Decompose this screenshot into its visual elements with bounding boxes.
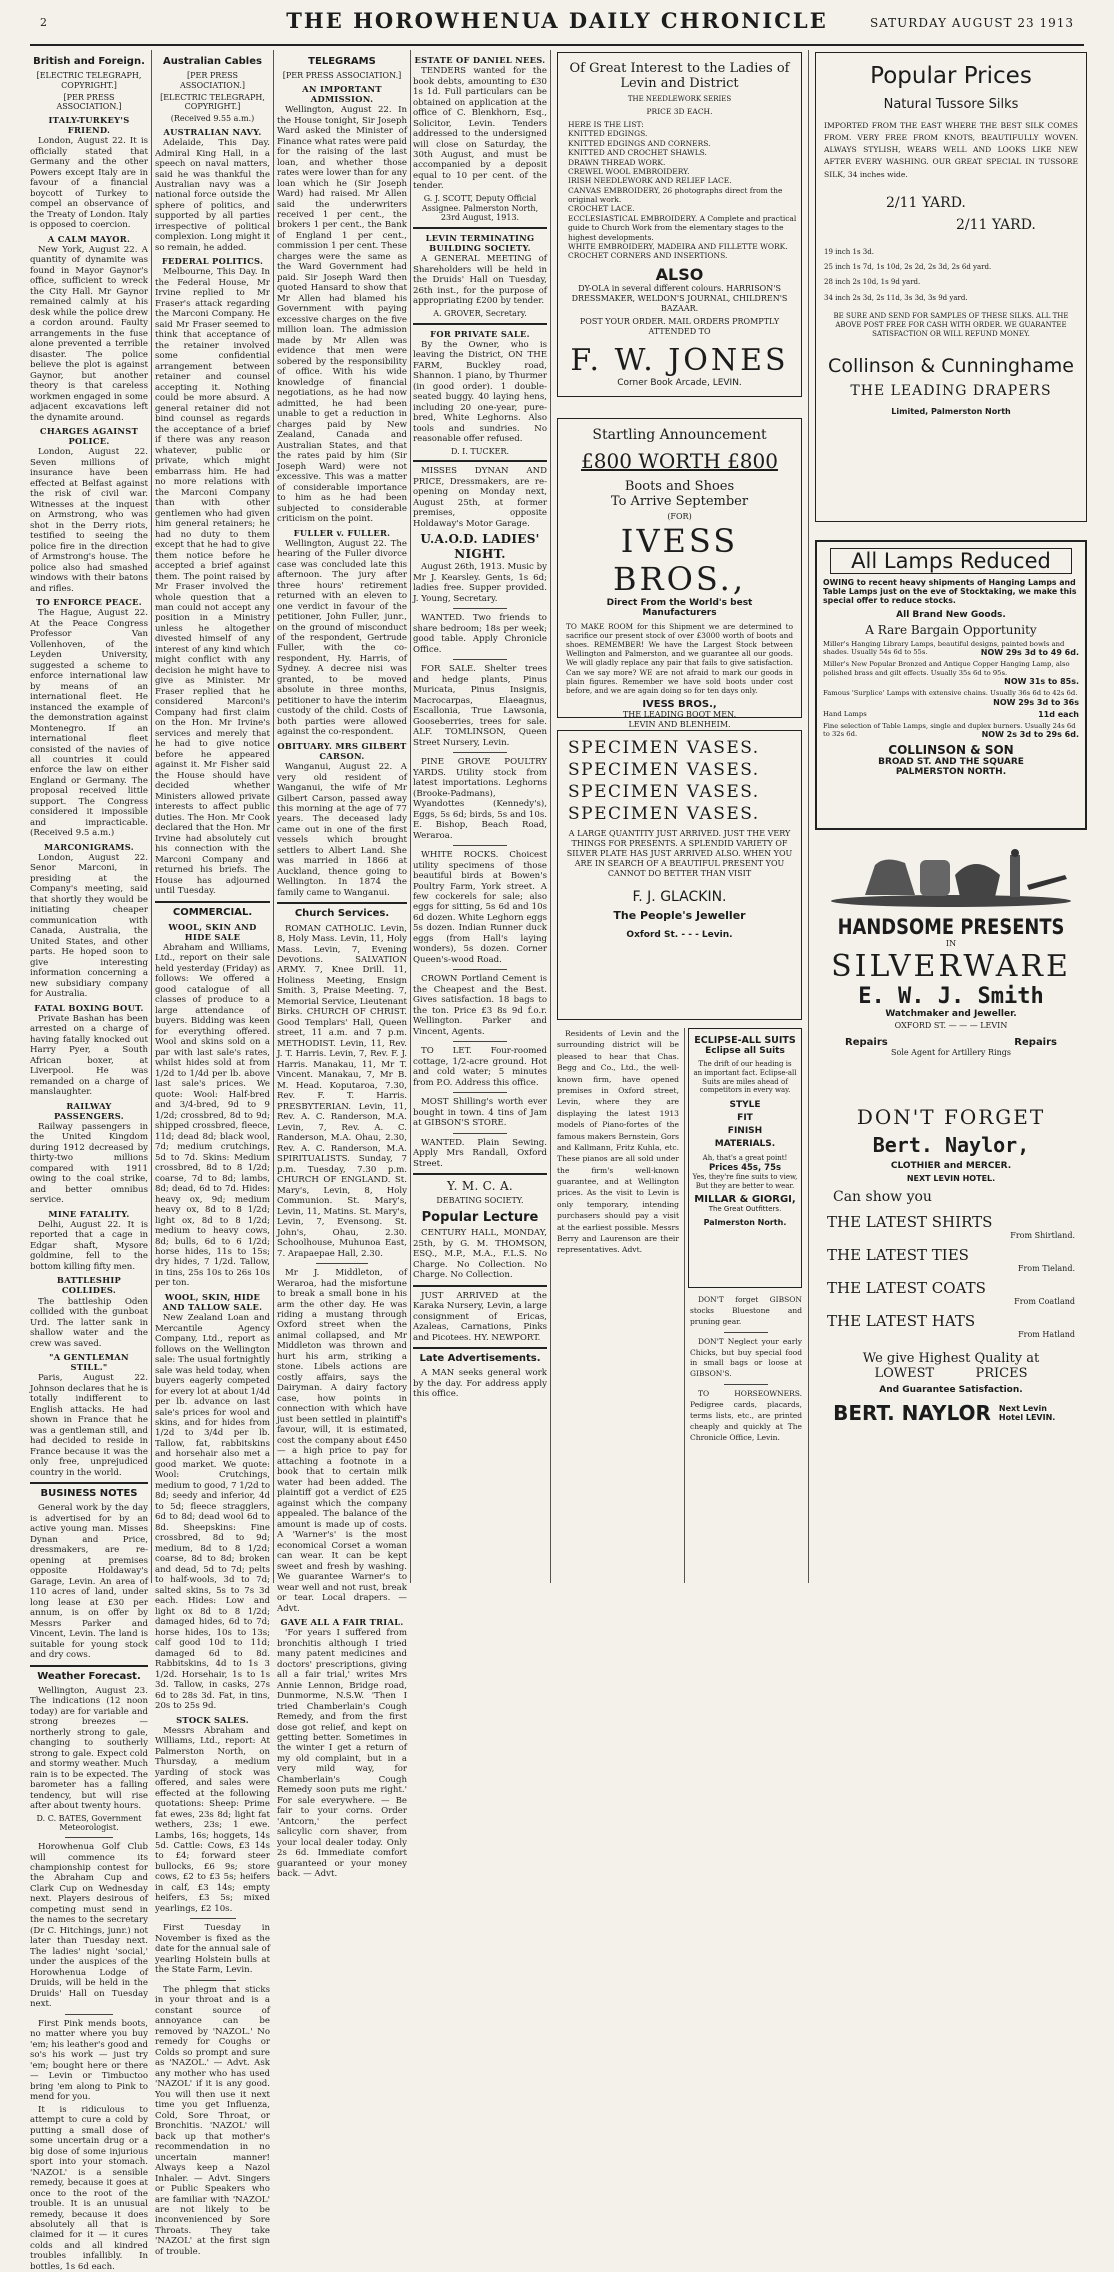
list-item: KNITTED EDGINGS AND CORNERS. [568,138,711,148]
column-rule [151,50,152,1583]
latest-from: From Hatland [1018,1330,1075,1339]
divider [65,2014,112,2015]
feature: FINISH [727,1126,763,1137]
lamp-desc: Hand Lamps [823,709,867,718]
list-item: ECCLESIASTICAL EMBROIDERY. A Complete and practical guide to Church Work from the elementary stages to the highest developments. [568,213,797,242]
lamp-list [817,640,1085,740]
lamp-price: NOW 2s 3d to 29s 6d. [981,730,1079,740]
story-body: Wellington, August 22. The hearing of the Fuller divorce case was concluded late this afternoon. The jury after three hours' retirement returned with an eleven to one verdict in favour of the petitioner, John Fuller, junr., on the ground of misconduct of the respondent, Gertrude Fuller, with the co-respondent, Hy. Harris, of Sydney. A decree nisi was granted, to be moved absolute in three months, petitioner to have the interim custody of the child. Costs of both parties were allowed against the co-respondent. [277,538,407,738]
vases-lines [558,731,801,825]
advertiser-town: PALMERSTON NORTH. [895,767,1007,778]
ad-boots: Boots and Shoes [624,479,735,494]
repairs-row [815,1037,1087,1048]
repairs-left: Repairs [845,1037,888,1048]
story-body: It is ridiculous to attempt to cure a cold by putting a small dose of some uncertain drug or a big dose of some injurious sport into your stomach. 'NAZOL' is a sensible remedy, because it goes at once to the root of the trouble. It is an unusual remedy, because it does absolutely all that is claimed for it — it cures colds and all kindred troubles infallibly. In bottles, 1s 6d each. [30,2104,148,2272]
column-british-foreign [30,52,148,2272]
latest-from: From Tieland. [1017,1264,1075,1273]
divider [453,1133,507,1134]
latest-from: From Coatland [1014,1297,1075,1306]
advertiser-address: Corner Book Arcade, LEVIN. [617,377,742,388]
ad-bargain: A Rare Bargain Opportunity [865,623,1037,637]
story-body: Messrs Abraham and Williams, Ltd., report: At Palmerston North, on Thursday, a medium yarding of stock was offered, and sales were effected at the following quotations: Sheep: Prime fat ewes, 23s 8d; light fat wethers, 23s; 1 ewe. Lambs, 16s; hoggets, 14s 5d. Cattle: Cows, £3 14s to £4; forward steer bullocks, £6 9s; store cows, £2 to £3 5s; heifers in calf, £3 14s; empty heifers, £3 5s; mixed yearlings, £2 10s. [155,1725,270,1914]
ad-headline: All Lamps Reduced [830,548,1071,574]
ad-brand: All Brand New Goods. [896,610,1006,620]
story-head: BATTLESHIP COLLIDES. [56,1275,122,1296]
column-small-notices [690,1295,802,1580]
list-item: CREWEL WOOL EMBROIDERY. [568,166,690,176]
divider [413,1285,547,1287]
ad-headline: HANDSOME PRESENTS [837,915,1065,939]
size-list [816,233,1086,307]
ad-quality-2: LOWEST PRICES [874,1366,1028,1381]
notice-body: TO LET. Four-roomed cottage, 1/2-acre ground. Hot and cold water; 5 minutes from P.O. Address this office. [413,1046,547,1088]
teapot-icon [865,859,915,895]
feature: FIT [737,1113,753,1124]
divider [277,902,407,904]
story-head: OBITUARY. MRS GILBERT CARSON. [277,740,407,761]
story-body: The Hague, August 22. At the Peace Congress Professor Van Vollenhoven, of the Leyden University, suggested a scheme to enforce international law by means of an international fleet. He instanced the example of the demonstration against Montenegro. If an international fleet consisted of the navies of all countries it could enforce the law on either England or Germany. The proposal received little support. The Congress considered it impossible and impracticable. (Received 9.5 a.m.) [30,608,148,839]
issue-date: SATURDAY AUGUST 23 1913 [869,16,1074,30]
section-heading: British and Foreign. [33,56,145,67]
ad-body: A LARGE QUANTITY JUST ARRIVED. JUST THE VERY THINGS FOR PRESENTS. A SPLENDID VARIETY OF SILVER PLATE HAS JUST ARRIVED ALSO. WHEN YOU ARE IN SEARCH OF A BEAUTIFUL PRESENT YOU CANNOT DO BETTER THAN VISIT [566,829,793,879]
story-body: Horowhenua Golf Club will commence its championship contest for the Abraham Cup and Clark Cup on Wednesday next. Players desirous of competing must send in the names to the secretary (Dr C. Hitchings, junr.) not later than Tuesday next. The ladies' night 'social,' under the auspices of the Horowhenua Lodge of Druids, will be held in the Druids' Hall on Tuesday next. [30,1842,148,2010]
column-rule [273,50,274,1583]
vases-line: SPECIMEN VASES. [568,804,760,825]
ad-headline-2: Eclipse all Suits [705,1046,785,1056]
advertiser-name: F. W. JONES [570,342,789,378]
advertiser-address: Next Levin Hotel LEVIN. [998,1404,1056,1422]
story-head: FATAL BOXING BOUT. [34,1002,144,1013]
ad-headline-2: SILVERWARE [831,949,1071,984]
story-body: Adelaide, This Day. Admiral King Hall, in a speech on naval matters, said he was thankful the Australian navy was a national force outside the sphere of politics, and supported by all parties irrespective of political complexion. Long might it so remain, he added. [155,138,270,253]
advertiser-name: IVESS BROS., [613,522,746,598]
notice-body: A GENERAL MEETING of Shareholders will be held in the Druids' Hall on Tuesday, 26th inst., for the purpose of appropriating £200 by tender. [413,254,547,307]
story-body: The battleship Oden collided with the gunboat Urd. The latter sank in shallow water and the crew was saved. [30,1296,148,1349]
notice-head: LEVIN TERMINATING BUILDING SOCIETY. [425,233,535,254]
ad-prices: Prices 45s, 75s [708,1162,782,1173]
ad-owing: OWING to recent heavy shipments of Hanging Lamps and Table Lamps just on the eve of Stocktaking, we make this special offer to reduce stocks. [823,578,1077,605]
notice-body: PINE GROVE POULTRY YARDS. Utility stock from latest importations. Leghorns (Brooke-Padmans), Wyandottes (Kennedy's), Eggs, 5s 6d; birds, 5s and 10s. E. Bishop, Beach Road, Weraroa. [413,757,547,841]
section-heading: Late Advertisements. [419,1353,541,1365]
story-body: First Pink mends boots, no matter where you buy 'em; his leather's good and so's his work — just try 'em; bought here or there — Levin or Timbuctoo bring 'em along to Pink to mend for you. [30,2018,148,2103]
story-head: TO ENFORCE PEACE. [36,597,142,608]
ad-ewj-smith [815,845,1087,1095]
credit-line: [PER PRESS ASSOCIATION.] [282,71,402,81]
ad-headline: DON'T FORGET [856,1105,1046,1129]
lamp-item [823,640,1079,657]
story-head: MINE FATALITY. [48,1208,130,1219]
ad-in: IN [945,939,957,948]
notice-head: Popular Lecture [421,1209,539,1225]
lamp-desc: Fine selection of Table Lamps, single and duplex burners. Usually 24s 6d to 32s 6d. [823,721,1076,739]
latest-item: THE LATEST TIES [827,1246,969,1264]
column-australian-cables [155,52,270,2257]
credit-line: [PER PRESS ASSOCIATION.] [56,92,122,112]
ad-worth: £800 WORTH £800 [581,449,778,473]
notice-head: Y. M. C. A. [446,1179,514,1194]
credit-line: [PER PRESS ASSOCIATION.] [180,71,245,90]
price-1: 2/11 YARD. [886,194,966,211]
story-body: Wellington, August 22. In the House tonight, Sir Joseph Ward asked the Minister of Finance what rates were paid for the raising of the last loan, and whether those rates were lower than for any loan which he (Sir Joseph Ward) had raised. Mr Allen said the underwriters received 1 per cent., the brokers 1 per cent., the Bank of England 1 per cent., commission 1 per cent. These charges were the same as the Ward Government had paid. Sir Joseph Ward then quoted Hansard to show that Mr Allen had blamed his Government with paying excessive charges on the five million loan. The admission made by Mr Allen was evidence that men were sobered by the responsibility of office. With his wide knowledge of financial negotiations, as he had now admitted, he had been unable to get a reduction in charges paid by New Zealand, Canada and Australian States, and that the rates paid by him (Sir Joseph Ward) were not excessive. This was a matter of considerable importance to him as he had been subjected to considerable criticism on the point. [277,105,407,525]
lamp-price: 11d each [1038,709,1079,719]
vases-line: SPECIMEN VASES. [568,760,760,781]
story-body: Paris, August 22. Johnson declares that he is totally indifferent to English attacks. He had shown in France that he was a gentleman still, and had decided to reside in France because it was the only free, unprejudiced country in the world. [30,1373,148,1478]
credit-line: [ELECTRIC TELEGRAPH, COPYRIGHT.] [160,92,265,112]
notice-body: MOST Shilling's worth ever bought in town. 4 tins of Jam at GIBSON'S STORE. [413,1097,547,1129]
lamp-price: NOW 31s to 85s. [1004,677,1079,687]
list-item: KNITTED AND CROCHET SHAWLS. [568,148,707,158]
signature: D. C. BATES, Government Meteorologist. [36,1813,142,1833]
ad-near: NEXT LEVIN HOTEL. [906,1174,996,1183]
notice-body: JUST ARRIVED at the Karaka Nursery, Levin, a large consignment of Ericas, Azaleas, Carnations, Pinks and Picotees. HY. NEWPORT. [413,1290,547,1343]
section-heading: Church Services. [294,908,390,920]
divider [155,901,270,903]
list-item: HERE IS THE LIST: [568,120,644,129]
advertiser-name-2: BERT. NAYLOR [833,1401,991,1425]
needlework-list [558,120,801,261]
ad-quality: We give Highest Quality at [862,1351,1040,1366]
notice-body: DON'T Neglect your early Chicks, but buy special food in small bags or loose at GIBSON'S. [690,1336,802,1379]
advertiser-town: Palmerston North. [703,1218,787,1228]
ad-sub: The People's Jeweller [613,909,746,923]
size-line: 34 inch 2s 3d, 2s 11d, 3s 3d, 3s 9d yard. [824,293,968,302]
lamp-price: NOW 29s 3d to 49 6d. [980,648,1079,658]
story-head: WOOL, SKIN AND HIDE SALE [168,921,257,942]
notice-body: WANTED. Two friends to share bedroom; 18s per week; good table. Apply Chronicle Office. [413,613,547,655]
ad-show: Can show you [833,1189,932,1205]
ad-fw-jones [557,52,802,397]
ad-body: The drift of our heading is an important fact. Eclipse-all Suits are miles ahead of competitors in every way. [693,1060,797,1095]
lamp-item [823,722,1079,739]
ad-trade: Watchmaker and Jeweller. [885,1009,1017,1019]
notice-body: FOR SALE. Shelter trees and hedge plants, Pinus Muricata, Pinus Insignis, Macrocarpas, Elaeagnus, Escallonia, True Lawsonia, Gooseberries, trees for sale. ALF. TOMLINSON, Queen Street Nursery, Levin. [413,664,547,748]
column-rule [410,50,411,1583]
section-heading: Weather Forecast. [37,1670,141,1682]
ad-collinson-son [815,540,1087,830]
ad-great: Ah, that's a great point! [702,1154,788,1163]
lamp-desc: Miller's Hanging Library Lamps, beautiful designs, painted bowls and shades. Usually 54s 6d to 55s. [823,640,1065,657]
advertiser-name: MILLAR & GIORGI, [694,1194,796,1206]
ad-agent: Sole Agent for Artillery Rings [891,1048,1011,1057]
story-body: Wanganui, August 22. A very old resident of Wanganui, the wife of Mr Gilbert Carson, passed away this morning at the age of 77 years. The deceased lady came out in one of the first vessels which brought settlers to Albert Land. She was married in 1866 at Auckland, thence going to Wellington. In 1874 the family came to Wanganui. [277,762,407,898]
story-body: 'For years I suffered from bronchitis although I tried many patent medicines and doctors' prescriptions, giving all a fair trial,' writes Mrs Annie Lennon, Bridge road, Dunmorme, N.S.W. 'Then I tried Chamberlain's Cough Remedy, and from the first dose got relief, and kept on getting better. Sometimes in the winter I get a return of my old complaint, but in a very mild way, for Chamberlain's Cough Remedy soon puts me right.' For sale everywhere. — Be fair to your corns. Order 'Antcorn,' the perfect salicylic corn shaver, from your local dealer today. Only 2s 6d. Immediate comfort guaranteed or your money back. — Advt. [277,1628,407,1880]
list-item: WHITE EMBROIDERY, MADEIRA AND FILLETTE WORK. [568,241,788,251]
ad-glackin [557,730,802,1020]
notice-body: A MAN seeks general work by the day. For address apply this office. [413,1368,547,1400]
column-rule [808,50,809,1583]
latest-item: THE LATEST COATS [827,1279,986,1297]
candlestick-icon [1010,855,1020,897]
advertiser-address: BROAD ST. AND THE SQUARE [878,757,1024,768]
ad-body: IMPORTED FROM THE EAST WHERE THE BEST SILK COMES FROM. VERY FREE FROM KNOTS, BEAUTIFULLY WOVEN. ALWAYS STYLISH, WEARS WELL AND LOOKS LIKE NEW AFTER EVERY WASHING. OUR GREAT SPECIAL IN TUSSORE SILK, 34 inches wide. [824,121,1078,179]
size-line: 28 inch 2s 10d, 1s 9d yard. [824,278,921,287]
story-head: A CALM MAYOR. [47,233,131,244]
divider [316,1263,368,1264]
list-item: CROCHET LACE. [568,204,635,214]
ad-headline: Popular Prices [870,63,1032,89]
notice-body: MISSES DYNAN AND PRICE, Dressmakers, are re-opening on Monday next, August 25th, at former premises, opposite Holdaway's Motor Garage. [413,466,547,529]
list-item: CANVAS EMBROIDERY, 26 photographs direct from the original work. [568,185,783,204]
lamp-item [823,710,1079,718]
ad-fine: Yes, they're fine suits to view, But they are better to wear. [692,1172,798,1190]
advertiser-address: Oxford St. - - - Levin. [626,930,733,941]
divider [453,1092,507,1093]
notice-body: WHITE ROCKS. Choicest utility specimens of those beautiful birds at Bowen's Poultry Farm, York street. A few cockerels for sale; also eggs for sitting, 5s 6d and 10s 6d dozen. White Leghorn eggs 5s dozen. Indian Runner duck eggs (from Hall's laying wonders), 5s dozen. Corner Queen's-wood Road. [413,850,547,965]
feature: MATERIALS. [714,1139,776,1150]
bowl-icon [955,864,1000,897]
ad-post: POST YOUR ORDER. MAIL ORDERS PROMPTLY ATTENDED TO [579,316,780,336]
story-head: AUSTRALIAN NAVY. [163,126,262,137]
divider [30,1482,148,1484]
lamp-item [823,689,1079,707]
ad-millar-giorgi [688,1028,802,1288]
ad-headline: ECLIPSE-ALL SUITS [694,1035,796,1046]
price-2: 2/11 YARD. [956,216,1036,233]
divider [190,1980,236,1981]
page-number: 2 [40,16,47,29]
ad-ltd: Limited, Palmerston North [891,406,1011,416]
latest-list [815,1213,1087,1339]
story-body: London, August 22. It is officially stated that Germany and the other Powers except Italy are in favour of a financial boycott of Turkey to compel an observance of the Treaty of London. Italy is opposed to coercion. [30,136,148,231]
story-head: MARCONIGRAMS. [44,841,134,852]
ad-sub: Natural Tussore Silks [883,97,1019,112]
story-head: STOCK SALES. [176,1714,249,1725]
masthead-rule [30,44,1084,46]
story-body: New York, August 22. A quantity of dynamite was found in Mayor Gaynor's office, sufficient to wreck the City Hall. Mr Gaynor remained calmly at his desk while the police drew a cordon around. Faulty arrangements in the fuse alone prevented a terrible disaster. The police believe the plot is against Gaynor, but another theory is that careless workmen engaged in some adjacent excavations left the dynamite around. [30,244,148,423]
column-telegrams [277,52,407,1880]
masthead [0,0,1114,44]
divider [453,845,507,846]
notice-sub: DEBATING SOCIETY. [436,1195,524,1205]
section-heading: TELEGRAMS [308,56,376,67]
divider [413,323,547,325]
column-begg [557,1028,679,1578]
ad-leading: THE LEADING DRAPERS [850,382,1052,399]
naylor-footer [815,1401,1087,1425]
notice-head: U.A.O.D. LADIES' NIGHT. [420,532,540,561]
notice-head: ESTATE OF DANIEL NEES. [414,55,546,65]
story-head: AN IMPORTANT ADMISSION. [302,83,382,105]
story-head: GAVE ALL A FAIR TRIAL. [280,1617,404,1628]
divider [413,1347,547,1349]
notice-body: Residents of Levin and the surrounding district will be pleased to hear that Chas. Begg and Co., Ltd., the well-known firm, have opened premises in Oxford street, Levin, where they are displaying the latest 1913 models of Piano-fortes of the famous makers Bernstein, Gors and Kallmann, Fritz Kuhla, etc. These pianos are all sold under the firm's well-known guarantee, and at Wellington prices. As the visit to Levin is only temporary, intending purchasers should pay a visit at the earliest possible. Messrs Berry and Laurenson are their representatives. Advt. [557,1029,679,1255]
divider [65,1837,112,1838]
story-body: London, August 22. Seven millions of insurance have been effected at Belfast against the risk of civil war. Witnesses at the inquest on Armstrong, who was shot in the Derry riots, testified to seeing the police fire in the direction of Armstrong's house. The police also had smashed windows with their batons and rifles. [30,447,148,594]
ad-price: PRICE 3D EACH. [646,107,713,116]
vases-line: SPECIMEN VASES. [568,782,760,803]
story-head: WOOL, SKIN, HIDE AND TALLOW SALE. [162,1291,263,1313]
advertiser-name: F. J. GLACKIN. [632,889,727,906]
silverware-illustration [815,845,1087,909]
divider [453,752,507,753]
ad-leading: THE LEADING BOOT MEN. [622,709,737,719]
repairs-right: Repairs [1014,1037,1057,1048]
advertiser-address: OXFORD ST. — — — LEVIN [894,1021,1008,1030]
lamp-desc: Famous 'Surplice' Lamps with extensive chains. Usually 36s 6d to 42s 6d. [823,689,1078,698]
ad-headline: Startling Announcement [592,427,767,443]
lamp-price: NOW 29s 3d to 36s [993,697,1079,707]
divider [724,1332,769,1333]
divider [190,1918,236,1919]
size-line: 25 inch 1s 7d, 1s 10d, 2s 2d, 2s 3d, 2s 6d yard. [824,263,992,272]
ad-bert-naylor [815,1105,1087,1580]
vases-line: SPECIMEN VASES. [568,738,760,758]
story-head: CHARGES AGAINST POLICE. [39,426,139,447]
list-item: CROCHET CORNERS AND INSERTIONS. [568,251,728,261]
ad-trade: CLOTHIER and MERCER. [890,1161,1012,1171]
section-heading: Australian Cables [163,56,262,67]
latest-item: THE LATEST HATS [827,1312,976,1330]
divider [413,227,547,229]
ad-arrive: To Arrive September [610,494,749,509]
list-item: IRISH NEEDLEWORK AND RELIEF LACE. [568,176,732,186]
divider [453,608,507,609]
divider [30,1665,148,1667]
story-body: Delhi, August 22. It is reported that a cage in Edgar shaft, Mysore goldmine, fell to the bottom killing fifty men. [30,1219,148,1272]
lamp-desc: Miller's New Popular Bronzed and Antique Copper Hanging Lamp, also polished brass and gilt effects. Usually 35s 6d to 95s. [823,660,1070,677]
notice-body: DON'T forget GIBSON stocks Bluestone and pruning gear. [690,1295,802,1326]
story-body: Mr J. Middleton, of Weraroa, had the misfortune to break a small bone in his arm the other day. He was riding a mustang through Oxford street when the animal collapsed, and Mr Middleton was thrown and hurt his arm, striking a stone. Libels actions are costly affairs, says the Dairyman. A dairy factory case, how points in connection with which have just been settled in plaintiff's favour, will, it is estimated, cost the company about £450 — a high price to pay for attaching a footnote in a book that to certain milk water had been added. The plaintiff got a verdict of £25 against which the company appealed. The balance of the amount is made up of costs. A 'Warner's' is the most economical Corset a woman can wear. It can be kept sweet and fresh by washing. We guarantee Warner's to wear well and not rust, break or tear. Local drapers. — Advt. [277,1268,407,1614]
list-item: DRAWN THREAD WORK. [568,157,666,167]
credit-line: [ELECTRIC TELEGRAPH, COPYRIGHT.] [36,71,142,90]
column-classifieds [413,52,547,1582]
latest-from: From Shirtland. [1010,1231,1075,1240]
size-line: 19 inch 1s 3d. [824,247,874,256]
ad-collinson-cunninghame [815,52,1087,522]
story-body: Wellington, August 23. The indications (12 noon today) are for variable and strong breezes — northerly strong to gale, changing to southerly strong to gale. Expect cold and stormy weather. Much rain is to be expected. The barometer has a falling tendency, but will rise after about twenty hours. [30,1685,148,1812]
divider [453,659,507,660]
ad-also: ALSO [655,264,704,284]
notice-head: FOR PRIVATE SALE. [430,328,530,339]
lamp-item [823,660,1079,687]
column-rule [684,1028,685,1583]
story-body: Abraham and Williams, Ltd., report on their sale held yesterday (Friday) as follows: We offered a good catalogue of all classes of produce to a large attendance of buyers. Bidding was keen for everything offered. Wool and skins sold on a par with last sale's rates, whilst hides sold at from 1/2d to 1/4d per lb. above last sale's prices. We quote: Wool: Half-bred and 3/4-bred, 9d to 9 1/2d; crossbred, 8d to 9d; shipped crossbred, fleece, 11d; dead 8d; black wool, 7d; medium crutchings, 5d to 7d. Skins: Medium crossbred, 8d to 8 1/2d; coarse, 7d to 8d; lambs, 8d; dead, 6d to 7d. Hides: heavy ox, 9d; medium heavy ox, 8d to 8 1/2d; light ox, 8d to 8 1/2d; medium to heavy cows, 8d; bulls, 6d to 6 1/2d; horse hides, 11s to 15s; dry hides, 7 1/2d. Tallow, in tins, 25s 10s to 26s 10s per ton. [155,942,270,1289]
column-rule [550,50,551,1583]
advertiser-name: Collinson & Cunninghame [828,354,1074,377]
divider [453,1041,507,1042]
jug-icon [920,860,950,896]
ad-guarantee: And Guarantee Satisfaction. [879,1385,1023,1395]
story-body: Railway passengers in the United Kingdom during 1912 decreased by thirty-two millions compared with 1911 owing to the coal strike, and better omnibus service. [30,1121,148,1206]
feature: STYLE [729,1100,761,1110]
ad-for: (FOR) [667,512,692,521]
ad-body: TO MAKE ROOM for this Shipment we are determined to sacrifice our present stock of over £3000 worth of boots and shoes. REMEMBER! We have the Largest Stock between Wellington and Palmerston, and we guarantee all our goods. We will gladly replace any pair that fails to give satisfaction. Can we say more? WE are not afraid to mark our goods in plain figures. Remember we have sold boots under cost before, and we are again doing so for ten days only. [566,622,793,695]
story-head: FEDERAL POLITICS. [161,256,264,267]
ad-headline: Of Great Interest to the Ladies of Levin and District [569,61,790,91]
story-body: New Zealand Loan and Mercantile Agency Company, Ltd., report as follows on the Wellington sale: The usual fortnightly sale was held today, when buyers eagerly competed for every lot at about 1/4d per lb. advance on last sale's prices for wool and skins, and for hides from 1/2d to 3/4d per lb. Tallow, fat, rabbitskins and horsehair also met a good market. We quote: Wool: Crutchings, medium to good, 7 1/2d to 8d; seedy and inferior, 4d to 5d; fleece stragglers, 6d to 8d; dead wool 6d to 8d. Sheepskins: Fine crossbred, 8d to 9d; medium, 8d to 8 1/2d; coarse, 8d to 8d; broken and dead, 5d to 7d; pelts to half-wools, 3d to 7d; salted skins, 5s to 7s 3d each. Hides: Low and light ox 8d to 8 1/2d; damaged hides, 6d to 7d; horse hides, 10s to 13s; calf good 10d to 11d; damaged 6d to 8d. Rabbitskins, 4d to 1s 3 1/2d. Horsehair, 1s to 1s 3d. Tallow, in casks, 27s 6d to 28s 3d. Fat, in tins, 20s to 25s 9d. [155,1313,270,1712]
ad-series: THE NEEDLEWORK SERIES [627,95,732,103]
signature: D. I. TUCKER. [450,446,510,456]
story-body: General work by the day is advertised for by an active young man. Misses Dynan and Price, dressmakers, are re-opening at premises opposite Holdaway's Garage, Levin. An area of 110 acres of land, under long lease at £30 per annum, is on offer by Messrs Parker and Vincent, Levin. The land is suitable for young stock and dry cows. [30,1503,148,1661]
advertiser-name: E. W. J. Smith [858,984,1044,1009]
notice-body: August 26th, 1913. Music by Mr J. Kearsley. Gents, 1s 6d; ladies free. Supper provided. J. Young, Secretary. [413,562,547,604]
ad-also-body: DY-OLA in several different colours. HARRISON'S DRESSMAKER, WELDON'S JOURNAL, CHILDREN'S BAZAAR. [571,283,788,313]
cutlery-icon [1027,875,1067,890]
ad-towns: LEVIN AND BLENHEIM. [628,719,731,729]
notice-body: CROWN Portland Cement is the Cheapest and the Best. Gives satisfaction. 18 bags to the ton. Price £3 8s 9d f.o.r. Wellington. Parker and Vincent, Agents. [413,974,547,1037]
story-body: First Tuesday in November is fixed as the date for the annual sale of yearling Holstein bulls at the State Farm, Levin. [155,1923,270,1976]
notice-body: TENDERS wanted for the book debts, amounting to £30 1s 1d. Full particulars can be obtained on application at the office of C. Blenkhorn, Esq., Solicitor, Levin. Tenders addressed to the undersigned will close on Saturday, the 30th August, and must be accompanied by a deposit equal to 10 per cent. of the tender. [413,66,547,192]
signature: G. J. SCOTT, Deputy Official Assignee. Palmerston North, 23rd August, 1913. [421,193,539,223]
advertiser-name-2: IVESS BROS., [642,698,717,710]
divider [413,1173,547,1175]
notice-body: By the Owner, who is leaving the District, ON THE FARM, Buckley road, Shannon. 1 piano, by Thurmer (in good order). 1 double-seated buggy. 40 laying hens, including 20 one-year, pure-bred, White Leghorns. Also tools and sundries. No reasonable offer refused. [413,339,547,445]
received-line: (Received 9.55 a.m.) [170,114,255,124]
story-head: RAILWAY PASSENGERS. [54,1100,124,1121]
notice-body: WANTED. Plain Sewing. Apply Mrs Randall, Oxford Street. [413,1137,547,1169]
divider [724,1384,769,1385]
latest-item: THE LATEST SHIRTS [827,1213,993,1231]
story-head: FULLER v. FULLER. [293,527,391,538]
ad-outfit: The Great Outfitters. [708,1205,782,1214]
notice-body: CENTURY HALL, MONDAY, 25th, by G. M. THOMSON, ESQ., M.P., M.A., F.L.S. No Charge. No Collection. No Charge. No Collection. [413,1228,547,1281]
features [689,1099,801,1151]
list-item: KNITTED EDGINGS. [568,129,648,139]
section-heading: BUSINESS NOTES [40,1488,138,1500]
story-head: "A GENTLEMAN STILL." [49,1352,129,1373]
ad-direct: Direct From the World's best Manufacturers [606,598,753,618]
divider [413,460,547,462]
ad-note: BE SURE AND SEND FOR SAMPLES OF THESE SILKS. ALL THE ABOVE POST FREE FOR CASH WITH ORDER. WE GUARANTEE SATISFACTION OR WILL REFUND MONEY. [833,312,1069,338]
newspaper-title: THE HOROWHENUA DAILY CHRONICLE [286,8,828,33]
story-body: London, August 22. Senor Marconi, in presiding at the Company's meeting, said that shortly they would be initiating cheaper communication with Canada, Australia, the United States, and other parts. He hoped soon to give interesting information concerning a new subsidiary company for Australia. [30,852,148,1000]
ad-ivess-bros [557,418,802,729]
divider [453,969,507,970]
story-body: The phlegm that sticks in your throat and is a constant source of annoyance can be removed by 'NAZOL.' No remedy for Coughs or Colds so prompt and sure as 'NAZOL.' — Advt. Ask any mother who has used 'NAZOL' if it is any good. You will then use it next time you get Influenza, Cold, Sore Throat, or Bronchitis. 'NAZOL' will back up that mother's recommendation in no uncertain manner! Always keep a Nazol Inhaler. — Advt. Singers or Public Speakers who are familiar with 'NAZOL' are not likely to be inconvenienced by Sore Throats. They take 'NAZOL' at the first sign of trouble. [155,1984,270,2257]
story-body: Private Bashan has been arrested on a charge of having fatally knocked out Harry Pyer, a South African boxer, at Liverpool. He was remanded on a charge of manslaughter. [30,1013,148,1098]
advertiser-name: COLLINSON & SON [888,743,1014,758]
section-heading: COMMERCIAL. [172,906,253,918]
story-head: ITALY-TURKEY'S FRIEND. [48,115,130,136]
signature: A. GROVER, Secretary. [433,308,527,318]
advertiser-name: Bert. Naylor, [872,1133,1030,1157]
story-body: Melbourne, This Day. In the Federal House, Mr Irvine replied to Mr Fraser's attack regarding the Marconi Company. He said Mr Fraser seemed to think that acceptance of the retainer involved some confidential arrangement between retainer and counsel accepting it. Nothing could be more absurd. A general retainer did not bind counsel as regards the acceptance of a brief if there was any reason whatever, public or private, which might embarrass him. He had no more relations with the Marconi Company than with other gentlemen who had given him general retainers; he had no duty to them except that he had to give them notice before he accepted a brief against them. The point raised by Mr Fraser involved the whole question that a man could not accept any position in a Ministry unless he altogether divested himself of any interest of any kind which might conflict with any decision he might have to give as Minister. Mr Fraser replied that he considered Marconi's Company had first claim on the Hon. Mr Irvine's services and merely that he had to give notice before he appeared against it. Mr Fisher said the House should have decided whether Ministers allowed private interests to affect public duties. The Hon. Mr Cook declared that the Hon. Mr Irvine had absolutely cut his connection with the Marconi Company and returned his briefs. The House has adjourned until Tuesday. [155,267,270,897]
notice-body: TO HORSEOWNERS. Pedigree cards, placards, terms lists, etc., are printed cheaply and quickly at The Chronicle Office, Levin. [690,1389,802,1442]
story-body: ROMAN CATHOLIC. Levin, 8, Holy Mass. Levin, 11, Holy Mass. Levin, 7, Evening Devotions. SALVATION ARMY. 7, Knee Drill. 11, Holiness Meeting, Ensign Smith. 3, Praise Meeting. 7, Memorial Service, Lieutenant Birks. CHURCH OF CHRIST. Good Templars' Hall, Queen street, 11 a.m. and 7 p.m. METHODIST. Levin, 11, Rev. J. T. Harris. Levin, 7, Rev. F. J. Harris. Manakau, 11, Mr T. Vincent. Manakau, 7, Mr B. M. Head. Koputaroa, 7.30, Rev. F. T. Harris. PRESBYTERIAN. Levin, 11, Rev. A. C. Randerson, M.A. Levin, 7, Rev. A. C. Randerson, M.A. Ohau, 2.30, Rev. A. C. Randerson, M.A. SPIRITUALISTS. Sunday, 7 p.m. Tuesday, 7.30 p.m. CHURCH OF ENGLAND. St. Mary's, Levin, 8, Holy Communion. St. Mary's, Levin, 11, Matins. St. Mary's, Levin, 7, Evensong. St. John's, Ohau, 2.30. Schoolhouse, Muhunoa East, 7. Arapaepae Hall, 2.30. [277,923,407,1259]
